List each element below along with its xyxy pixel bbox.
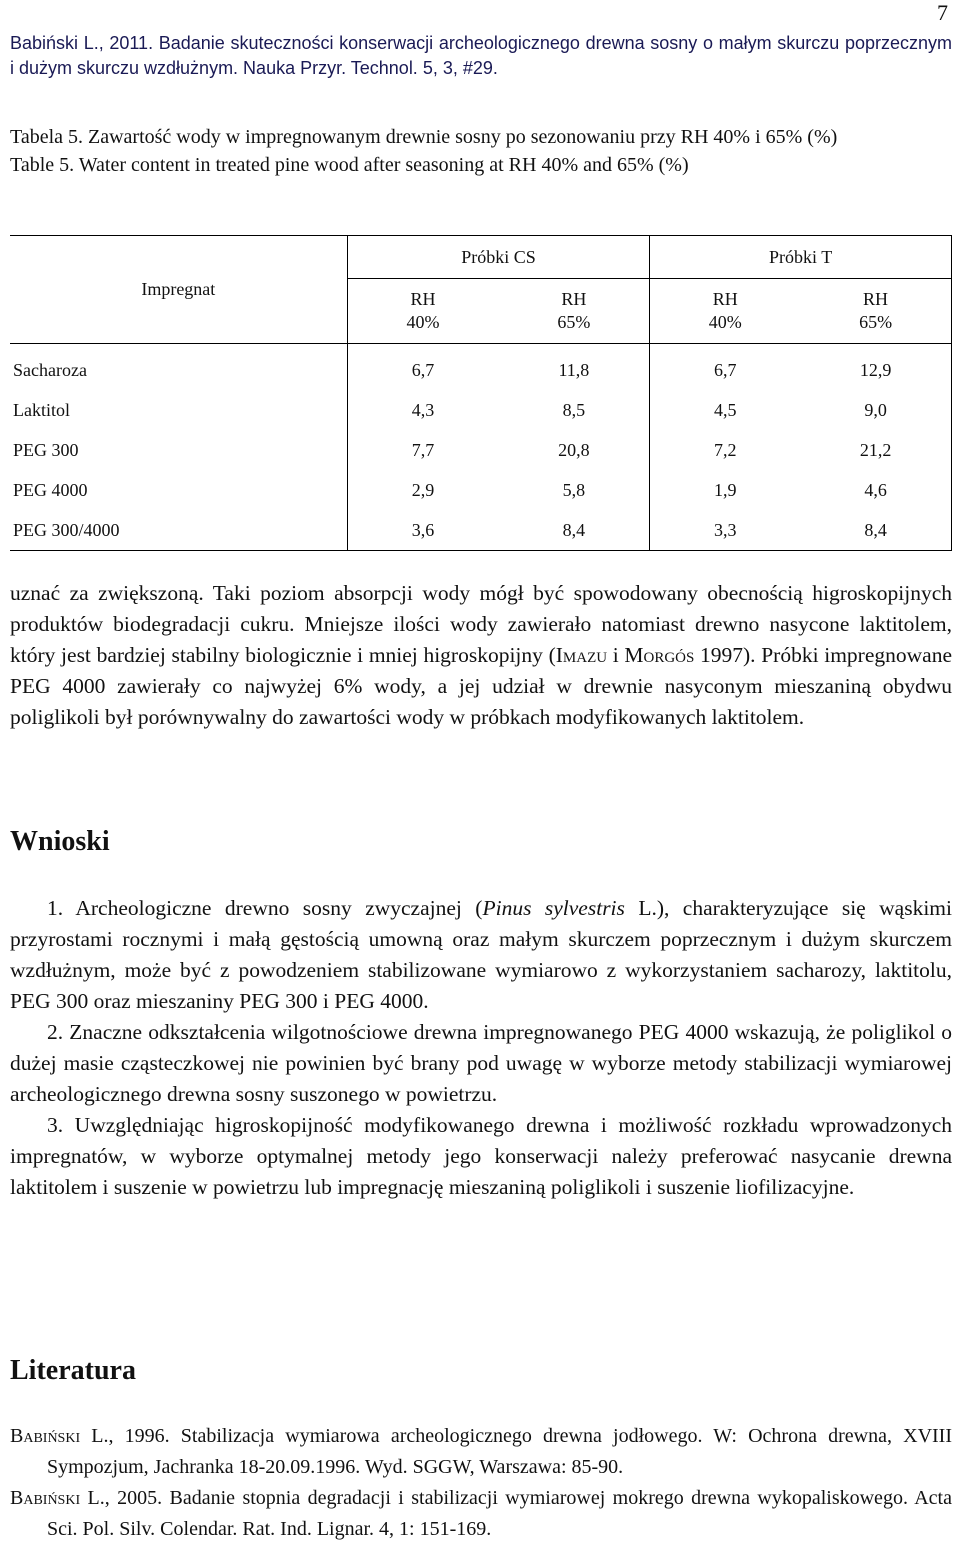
- references-list: [10, 1421, 952, 1545]
- conclusions-heading: Wnioski: [10, 826, 110, 857]
- table-row: [10, 430, 952, 470]
- cell-value: 6,7: [713, 359, 737, 380]
- author-name: Babiński: [10, 1425, 81, 1447]
- row-name: PEG 300: [10, 430, 347, 470]
- subheader-t-rh40: RH 40%: [650, 279, 800, 344]
- cell-value: 4,5: [713, 399, 737, 420]
- cell-value: 8,4: [498, 510, 649, 551]
- cell-value: 1,9: [713, 479, 737, 500]
- table-row: [10, 344, 952, 391]
- body-paragraph: uznać za zwiększoną. Taki poziom absorpcji wody mógł być spowodowany obecnością higroskopijnych produktów biodegradacji cukru. Mniejsze ilości wody zawierało natomiast drewno nasycone laktitolem, który jest bardziej stabilny biologicznie i mniej higroskopijny (Imazu i Morgós 1997). Próbki impregnowane PEG 4000 zawierały co najwyżej 6% wody, a jej udział w drewnie nasyconym mieszaniną obydwu poliglikoli był porównywalny do zawartości wody w próbkach modyfikowanych laktitolem.: [10, 581, 952, 729]
- cell-value: 9,0: [800, 390, 951, 430]
- subheader-cs-rh65: RH 65%: [498, 279, 649, 344]
- author-name: Morgós: [624, 643, 695, 667]
- subheader-t-rh65: RH 65%: [800, 279, 951, 344]
- cell-value: 3,6: [347, 510, 498, 551]
- conclusions-list: [10, 893, 952, 1203]
- running-head-citation: Babiński L., 2011. Badanie skuteczności konserwacji archeologicznego drewna sosny o małym skurczu poprzecznym i dużym skurczu wzdłużnym. Nauka Przyr. Technol. 5, 3, #29.: [10, 33, 952, 78]
- conclusion-item: 2. Znaczne odkształcenia wilgotnościowe drewna impregnowanego PEG 4000 wskazują, że poliglikol o dużej masie cząsteczkowej nie powinien być brany pod uwagę w wyborze metody stabilizacji wymiarowej archeologicznego drewna sosny suszonego w powietrzu.: [10, 1020, 952, 1106]
- cell-value: 12,9: [800, 344, 951, 391]
- page-number: 7: [937, 0, 948, 25]
- conclusion-item: 1. Archeologiczne drewno sosny zwyczajnej (Pinus sylvestris L.), charakteryzujące się wąskimi przyrostami rocznymi i małą gęstością umowną oraz małym skurczem poprzecznym i dużym skurczem wzdłużnym, może być z powodzeniem stabilizowane wymiarowo z wykorzystaniem sacharozy, laktitolu, PEG 300 oraz mieszaniny PEG 300 i PEG 4000.: [10, 896, 952, 1013]
- cell-value: 8,5: [498, 390, 649, 430]
- table-caption: [10, 123, 952, 179]
- cell-value: 5,8: [498, 470, 649, 510]
- table-row: [10, 510, 952, 551]
- cell-value: 21,2: [800, 430, 951, 470]
- conclusion-item: 3. Uwzględniając higroskopijność modyfikowanego drewna i możliwość rozkładu wprowadzonych impregnatów, w wyborze optymalnej metody jego konserwacji należy preferować nasycanie drewna laktitolem i suszenie w powietrzu lub impregnację mieszaniną poliglikoli i suszenie liofilizacyjne.: [10, 1113, 952, 1199]
- reference-entry: Babiński L., 2005. Badanie stopnia degradacji i stabilizacji wymiarowej mokrego drewna wykopaliskowego. Acta Sci. Pol. Silv. Colendar. Rat. Ind. Lignar. 4, 1: 151-169.: [10, 1487, 952, 1540]
- group-header-cs: Próbki CS: [347, 236, 650, 279]
- row-name: Sacharoza: [10, 344, 347, 391]
- cell-value: 4,3: [411, 399, 435, 420]
- row-name: Laktitol: [10, 390, 347, 430]
- cell-value: 20,8: [498, 430, 649, 470]
- table-caption-polish: Tabela 5. Zawartość wody w impregnowanym drewnie sosny po sezonowaniu przy RH 40% i 65% (%): [10, 126, 838, 148]
- cell-value: 11,8: [498, 344, 649, 391]
- cell-value: 7,2: [713, 439, 737, 460]
- reference-entry: Babiński L., 1996. Stabilizacja wymiarowa archeologicznego drewna jodłowego. W: Ochrona drewna, XVIII Sympozjum, Jachranka 18-20.09.1996. Wyd. SGGW, Warszawa: 85-90.: [10, 1425, 952, 1478]
- water-content-table: [10, 235, 952, 546]
- author-name: Babiński: [10, 1487, 81, 1509]
- impregnat-header: Impregnat: [10, 236, 347, 344]
- table-row: [10, 390, 952, 430]
- subheader-cs-rh40: RH 40%: [347, 279, 498, 344]
- cell-value: 3,3: [650, 510, 800, 551]
- species-name: Pinus sylvestris: [482, 896, 625, 920]
- row-name: PEG 300/4000: [10, 510, 347, 551]
- table-row: [10, 470, 952, 510]
- table-caption-english: Table 5. Water content in treated pine wood after seasoning at RH 40% and 65% (%): [10, 154, 689, 176]
- cell-value: 2,9: [411, 479, 435, 500]
- cell-value: 6,7: [411, 359, 435, 380]
- literature-heading: Literatura: [10, 1355, 136, 1386]
- cell-value: 4,6: [800, 470, 951, 510]
- group-header-t: Próbki T: [650, 236, 952, 279]
- row-name: PEG 4000: [10, 470, 347, 510]
- cell-value: 7,7: [411, 439, 435, 460]
- author-name: Imazu: [555, 643, 608, 667]
- cell-value: 8,4: [800, 510, 951, 551]
